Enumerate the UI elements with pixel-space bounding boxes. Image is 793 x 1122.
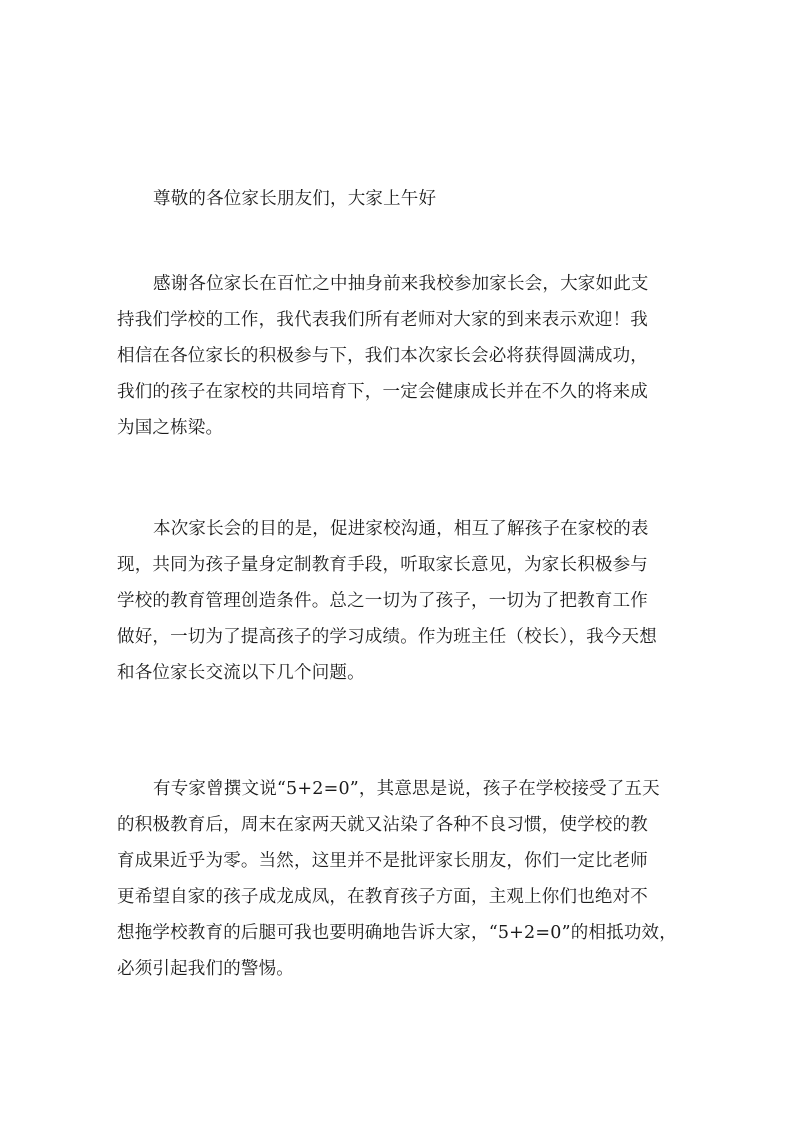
paragraph-line: 更希望自家的孩子成龙成凤，在教育孩子方面，主观上你们也绝对不 <box>117 887 648 907</box>
paragraph-1 <box>117 266 687 446</box>
paragraph-2 <box>117 511 687 691</box>
greeting-text: 尊敬的各位家长朋友们，大家上午好 <box>153 189 437 209</box>
paragraph-line: 的积极教育后，周末在家两天就又沾染了各种不良习惯，使学校的教 <box>117 815 648 835</box>
paragraph-line: 为国之栋梁。 <box>117 418 224 438</box>
paragraph-line: 必须引起我们的警惕。 <box>117 959 294 979</box>
greeting-paragraph <box>117 181 687 217</box>
paragraph-line: 做好，一切为了提高孩子的学习成绩。作为班主任（校长），我今天想 <box>117 627 657 647</box>
paragraph-line: 学校的教育管理创造条件。总之一切为了孩子，一切为了把教育工作 <box>117 591 648 611</box>
paragraph-line: 相信在各位家长的积极参与下，我们本次家长会必将获得圆满成功， <box>117 346 648 366</box>
paragraph-line: 本次家长会的目的是，促进家校沟通，相互了解孩子在家校的表 <box>153 519 649 539</box>
paragraph-line: 持我们学校的工作，我代表我们所有老师对大家的到来表示欢迎！我 <box>117 310 648 330</box>
paragraph-line: 现，共同为孩子量身定制教育手段，听取家长意见，为家长积极参与 <box>117 555 648 575</box>
paragraph-line: 和各位家长交流以下几个问题。 <box>117 663 365 683</box>
paragraph-line: 有专家曾撰文说“5+2=0”，其意思是说，孩子在学校接受了五天 <box>153 779 660 799</box>
paragraph-3 <box>117 771 687 987</box>
paragraph-line: 育成果近乎为零。当然，这里并不是批评家长朋友，你们一定比老师 <box>117 851 648 871</box>
paragraph-line: 想拖学校教育的后腿可我也要明确地告诉大家，“5+2=0”的相抵功效， <box>117 923 677 943</box>
paragraph-line: 我们的孩子在家校的共同培育下，一定会健康成长并在不久的将来成 <box>117 382 648 402</box>
paragraph-line: 感谢各位家长在百忙之中抽身前来我校参加家长会，大家如此支 <box>153 274 649 294</box>
